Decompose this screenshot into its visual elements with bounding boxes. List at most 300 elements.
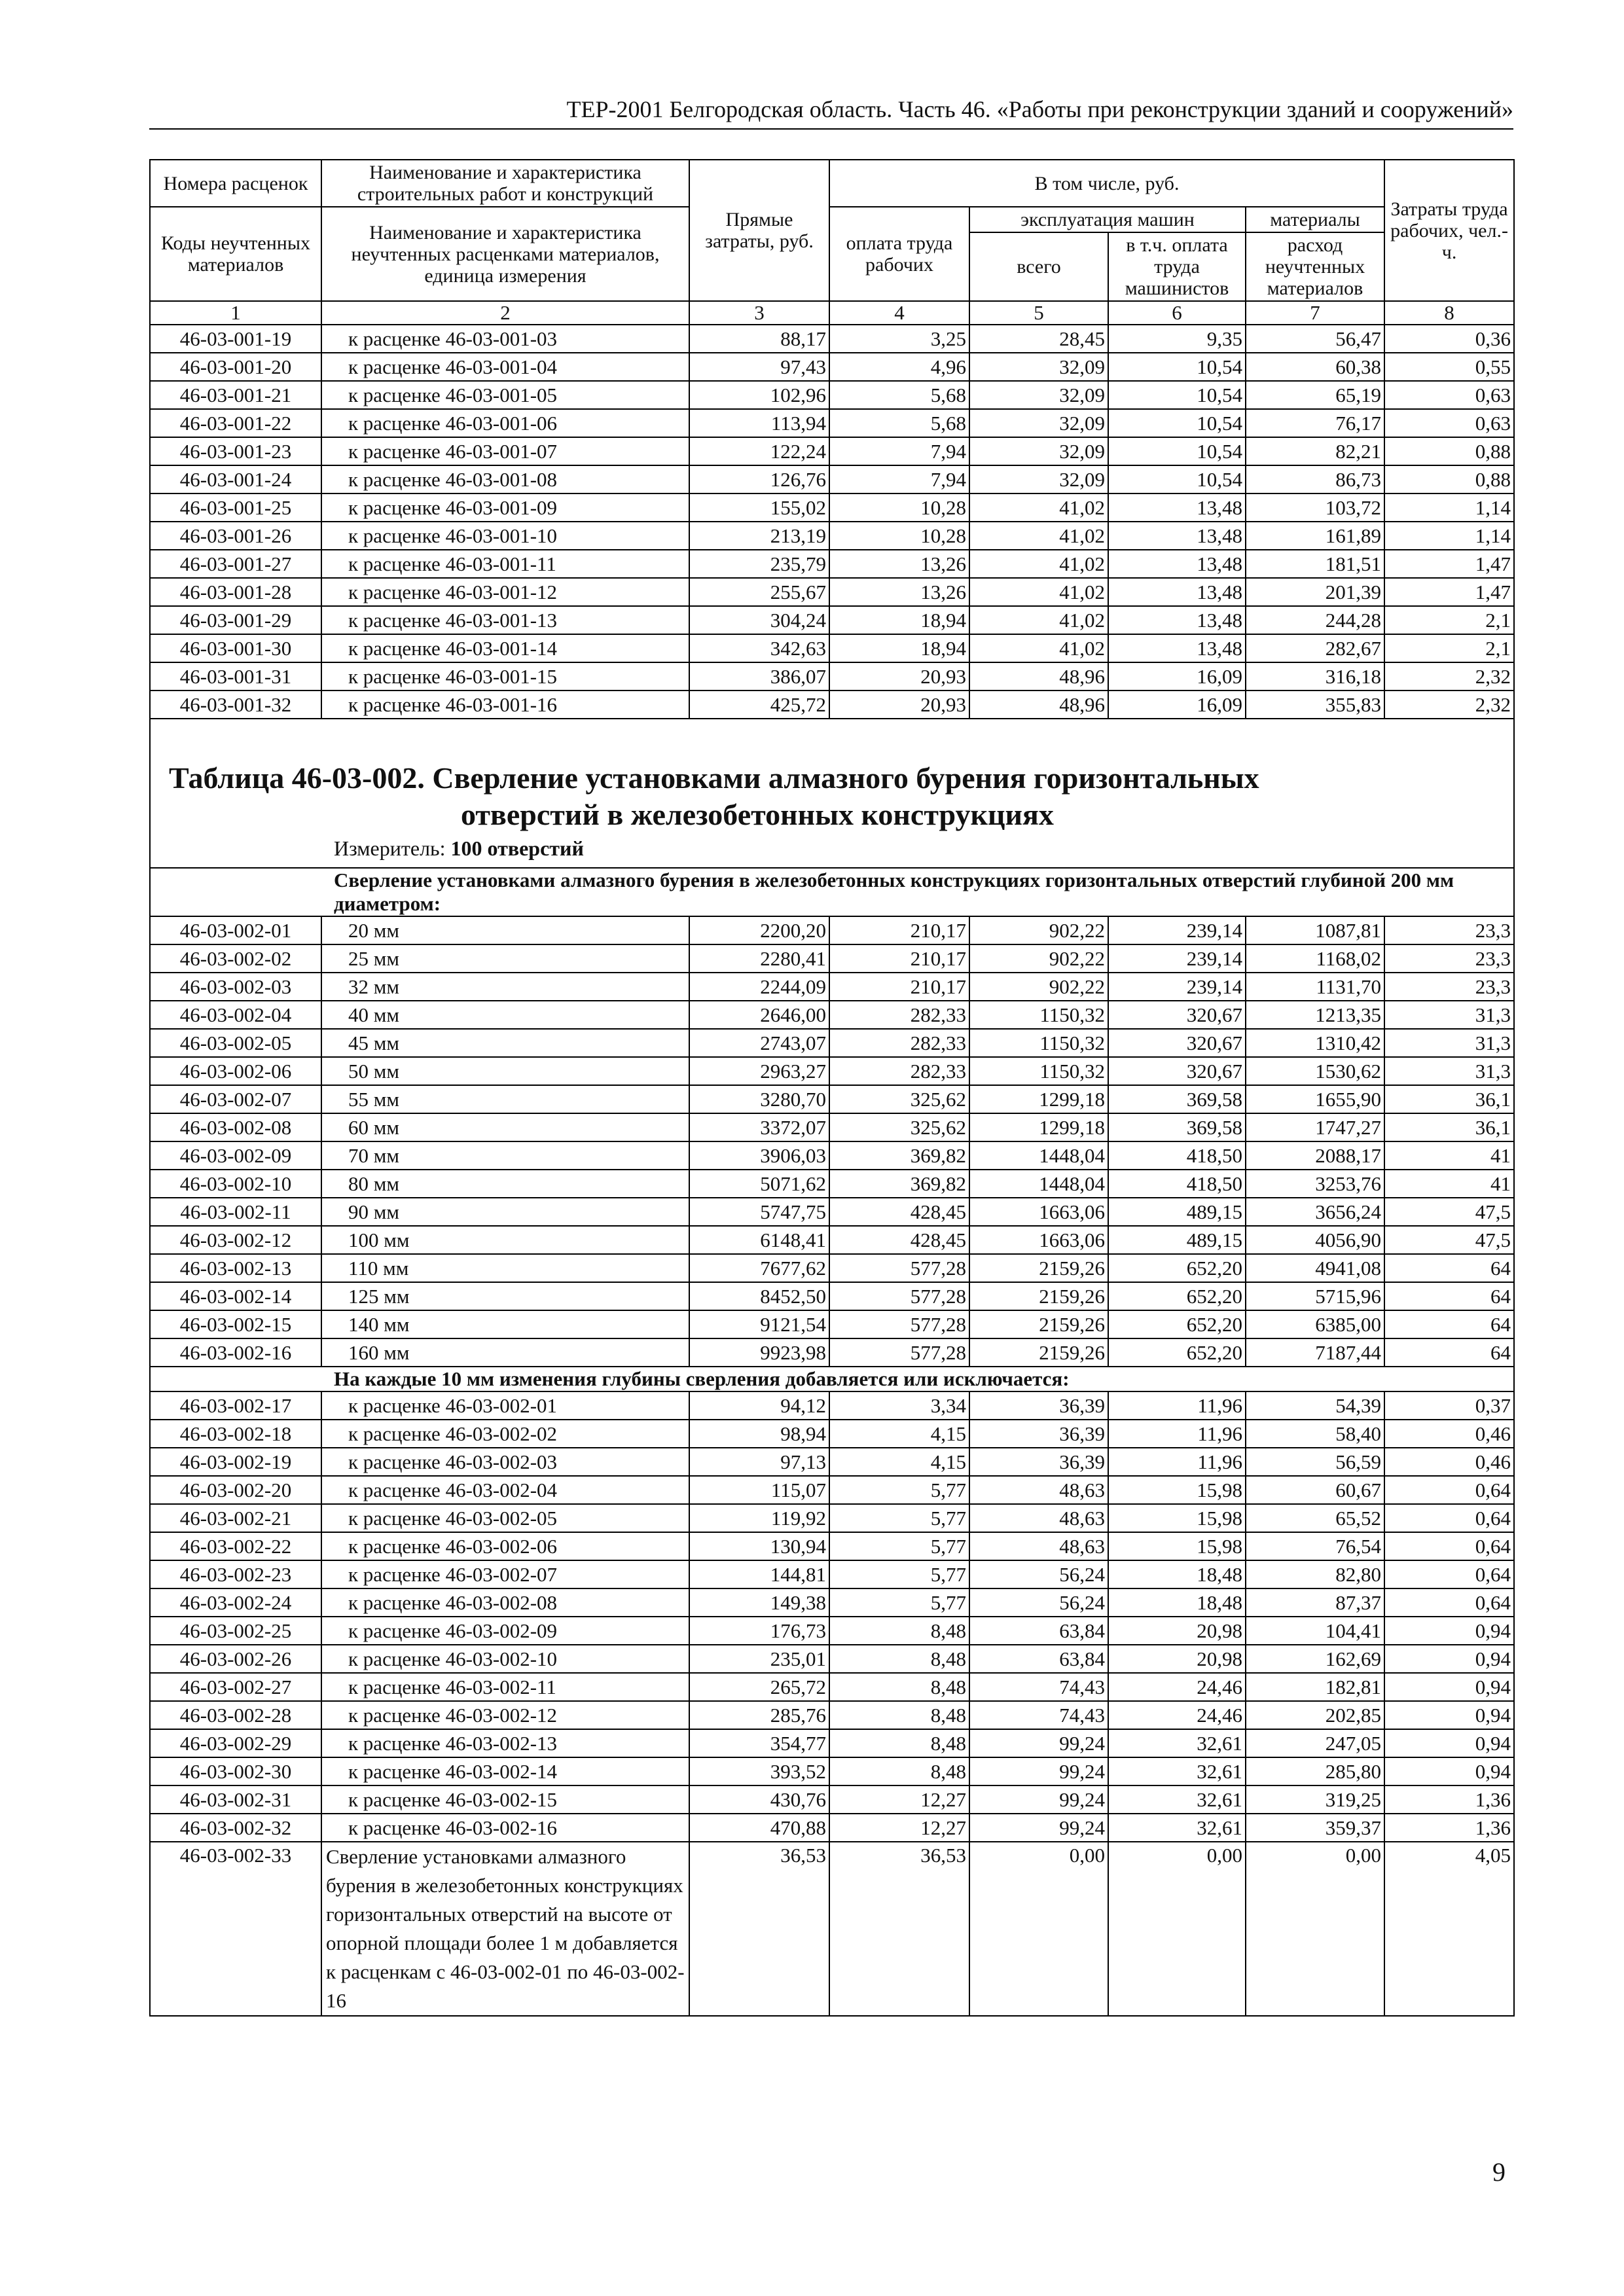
machinists-pay: 15,98	[1108, 1532, 1246, 1560]
machinists-pay: 32,61	[1108, 1729, 1246, 1757]
materials: 355,83	[1246, 691, 1384, 719]
labor-pay: 5,77	[829, 1504, 969, 1532]
labor-pay: 20,93	[829, 691, 969, 719]
table-row	[150, 381, 1514, 409]
direct-costs: 285,76	[689, 1701, 829, 1729]
materials: 76,17	[1246, 409, 1384, 437]
machinists-pay: 24,46	[1108, 1701, 1246, 1729]
machines-total: 41,02	[969, 522, 1108, 550]
rate-code: 46-03-001-19	[150, 325, 321, 353]
rate-code: 46-03-002-27	[150, 1673, 321, 1701]
materials: 6385,00	[1246, 1310, 1384, 1338]
materials: 2088,17	[1246, 1141, 1384, 1170]
labor-hours: 0,63	[1384, 381, 1514, 409]
direct-costs: 3906,03	[689, 1141, 829, 1170]
rate-code: 46-03-001-24	[150, 465, 321, 493]
rate-code: 46-03-002-23	[150, 1560, 321, 1588]
rate-code: 46-03-002-19	[150, 1448, 321, 1476]
work-name: 80 мм	[321, 1170, 689, 1198]
direct-costs: 255,67	[689, 578, 829, 606]
rate-code: 46-03-002-15	[150, 1310, 321, 1338]
table-row	[150, 1785, 1514, 1814]
machinists-pay: 10,54	[1108, 353, 1246, 381]
machines-total: 48,63	[969, 1504, 1108, 1532]
work-name: к расценке 46-03-002-10	[321, 1645, 689, 1673]
machinists-pay: 32,61	[1108, 1785, 1246, 1814]
machines-total: 28,45	[969, 325, 1108, 353]
direct-costs: 6148,41	[689, 1226, 829, 1254]
table-row	[150, 1701, 1514, 1729]
materials: 3253,76	[1246, 1170, 1384, 1198]
direct-costs: 393,52	[689, 1757, 829, 1785]
table-row	[150, 1001, 1514, 1029]
col-number: 1	[150, 301, 321, 325]
materials: 244,28	[1246, 606, 1384, 634]
work-name: 45 мм	[321, 1029, 689, 1057]
labor-hours: 41	[1384, 1170, 1514, 1198]
col-number: 8	[1384, 301, 1514, 325]
table-row	[150, 1391, 1514, 1420]
running-header: ТЕР-2001 Белгородская область. Часть 46. «Работы при реконструкции зданий и сооружений»	[566, 96, 1513, 122]
machines-total: 48,63	[969, 1532, 1108, 1560]
header-row-1	[150, 160, 1514, 207]
machinists-pay: 13,48	[1108, 522, 1246, 550]
table-row	[150, 1588, 1514, 1617]
direct-costs: 144,81	[689, 1560, 829, 1588]
head-materials: материалы	[1246, 207, 1384, 232]
machines-total: 1663,06	[969, 1198, 1108, 1226]
direct-costs: 5071,62	[689, 1170, 829, 1198]
labor-pay: 428,45	[829, 1198, 969, 1226]
machines-total: 902,22	[969, 973, 1108, 1001]
labor-pay: 428,45	[829, 1226, 969, 1254]
labor-pay: 12,27	[829, 1785, 969, 1814]
labor-hours: 0,36	[1384, 325, 1514, 353]
table-row	[150, 1842, 1514, 2016]
machinists-pay: 10,54	[1108, 409, 1246, 437]
machinists-pay: 15,98	[1108, 1504, 1246, 1532]
machinists-pay: 13,48	[1108, 606, 1246, 634]
labor-hours: 2,1	[1384, 606, 1514, 634]
rate-code: 46-03-002-10	[150, 1170, 321, 1198]
direct-costs: 3280,70	[689, 1085, 829, 1113]
labor-hours: 41	[1384, 1141, 1514, 1170]
materials: 86,73	[1246, 465, 1384, 493]
materials: 181,51	[1246, 550, 1384, 578]
machines-total: 902,22	[969, 944, 1108, 973]
machines-total: 1150,32	[969, 1001, 1108, 1029]
table-row	[150, 1226, 1514, 1254]
labor-hours: 0,64	[1384, 1588, 1514, 1617]
direct-costs: 9923,98	[689, 1338, 829, 1367]
work-name: к расценке 46-03-001-07	[321, 437, 689, 465]
materials: 56,59	[1246, 1448, 1384, 1476]
labor-pay: 5,77	[829, 1532, 969, 1560]
table-row	[150, 1617, 1514, 1645]
labor-hours: 0,88	[1384, 465, 1514, 493]
head-machinists: в т.ч. оплата труда машинистов	[1108, 232, 1246, 301]
labor-pay: 369,82	[829, 1141, 969, 1170]
labor-hours: 0,55	[1384, 353, 1514, 381]
materials: 359,37	[1246, 1814, 1384, 1842]
machines-total: 41,02	[969, 550, 1108, 578]
machinists-pay: 418,50	[1108, 1141, 1246, 1170]
direct-costs: 94,12	[689, 1391, 829, 1420]
machinists-pay: 9,35	[1108, 325, 1246, 353]
labor-hours: 64	[1384, 1254, 1514, 1282]
machines-total: 32,09	[969, 465, 1108, 493]
machines-total: 41,02	[969, 634, 1108, 662]
materials: 285,80	[1246, 1757, 1384, 1785]
direct-costs: 265,72	[689, 1673, 829, 1701]
machinists-pay: 10,54	[1108, 381, 1246, 409]
machinists-pay: 652,20	[1108, 1338, 1246, 1367]
work-name: 100 мм	[321, 1226, 689, 1254]
machines-total: 99,24	[969, 1757, 1108, 1785]
table-title-line: отверстий в железобетонных конструкциях	[461, 798, 1054, 831]
machinists-pay: 418,50	[1108, 1170, 1246, 1198]
labor-hours: 0,94	[1384, 1673, 1514, 1701]
work-name: к расценке 46-03-001-06	[321, 409, 689, 437]
machines-total: 32,09	[969, 409, 1108, 437]
head-codes-top: Номера расценок	[150, 160, 321, 207]
machines-total: 74,43	[969, 1673, 1108, 1701]
materials: 319,25	[1246, 1785, 1384, 1814]
table-row	[150, 662, 1514, 691]
materials: 103,72	[1246, 493, 1384, 522]
materials: 76,54	[1246, 1532, 1384, 1560]
machines-total: 1150,32	[969, 1029, 1108, 1057]
work-name: к расценке 46-03-002-11	[321, 1673, 689, 1701]
work-name: к расценке 46-03-002-03	[321, 1448, 689, 1476]
labor-pay: 7,94	[829, 437, 969, 465]
labor-pay: 4,15	[829, 1448, 969, 1476]
table-row	[150, 916, 1514, 944]
rate-code: 46-03-002-04	[150, 1001, 321, 1029]
materials: 104,41	[1246, 1617, 1384, 1645]
direct-costs: 386,07	[689, 662, 829, 691]
table-row	[150, 1757, 1514, 1785]
head-machines: эксплуатация машин	[969, 207, 1246, 232]
labor-pay: 282,33	[829, 1057, 969, 1085]
materials: 60,38	[1246, 353, 1384, 381]
materials: 1747,27	[1246, 1113, 1384, 1141]
materials: 1530,62	[1246, 1057, 1384, 1085]
machines-total: 1150,32	[969, 1057, 1108, 1085]
machines-total: 32,09	[969, 437, 1108, 465]
work-name: к расценке 46-03-001-16	[321, 691, 689, 719]
rates-table-body	[150, 160, 1514, 2016]
machinists-pay: 11,96	[1108, 1448, 1246, 1476]
table-row	[150, 1113, 1514, 1141]
machinists-pay: 239,14	[1108, 973, 1246, 1001]
labor-pay: 282,33	[829, 1001, 969, 1029]
work-name: 20 мм	[321, 916, 689, 944]
machines-total: 32,09	[969, 353, 1108, 381]
labor-hours: 36,1	[1384, 1113, 1514, 1141]
table-row	[150, 1560, 1514, 1588]
labor-pay: 5,68	[829, 381, 969, 409]
labor-hours: 64	[1384, 1282, 1514, 1310]
materials: 182,81	[1246, 1673, 1384, 1701]
section-heading: Сверление установками алмазного бурения в железобетонных конструкциях горизонтальных отверстий глубиной 200 мм диаметром:	[150, 868, 1514, 916]
machines-total: 36,39	[969, 1448, 1108, 1476]
materials: 87,37	[1246, 1588, 1384, 1617]
table-row	[150, 1673, 1514, 1701]
rate-code: 46-03-002-11	[150, 1198, 321, 1226]
direct-costs: 9121,54	[689, 1310, 829, 1338]
machinists-pay: 16,09	[1108, 662, 1246, 691]
labor-pay: 5,77	[829, 1588, 969, 1617]
labor-pay: 325,62	[829, 1113, 969, 1141]
labor-hours: 0,64	[1384, 1504, 1514, 1532]
labor-pay: 4,15	[829, 1420, 969, 1448]
materials: 7187,44	[1246, 1338, 1384, 1367]
section-row	[150, 868, 1514, 916]
table-row	[150, 465, 1514, 493]
labor-hours: 0,94	[1384, 1617, 1514, 1645]
measure-unit	[151, 833, 1513, 867]
labor-pay: 8,48	[829, 1729, 969, 1757]
table-row	[150, 325, 1514, 353]
table-row	[150, 1029, 1514, 1057]
work-name: к расценке 46-03-001-13	[321, 606, 689, 634]
machines-total: 902,22	[969, 916, 1108, 944]
rate-code: 46-03-001-25	[150, 493, 321, 522]
machinists-pay: 489,15	[1108, 1226, 1246, 1254]
labor-pay: 5,68	[829, 409, 969, 437]
machinists-pay: 20,98	[1108, 1617, 1246, 1645]
materials: 58,40	[1246, 1420, 1384, 1448]
materials: 161,89	[1246, 522, 1384, 550]
machines-total: 99,24	[969, 1729, 1108, 1757]
machines-total: 56,24	[969, 1588, 1108, 1617]
rate-code: 46-03-001-31	[150, 662, 321, 691]
materials: 65,19	[1246, 381, 1384, 409]
labor-hours: 47,5	[1384, 1226, 1514, 1254]
rate-code: 46-03-001-32	[150, 691, 321, 719]
labor-hours: 1,14	[1384, 522, 1514, 550]
direct-costs: 3372,07	[689, 1113, 829, 1141]
labor-pay: 210,17	[829, 944, 969, 973]
direct-costs: 8452,50	[689, 1282, 829, 1310]
work-name: 50 мм	[321, 1057, 689, 1085]
materials: 1087,81	[1246, 916, 1384, 944]
machines-total: 74,43	[969, 1701, 1108, 1729]
table-row	[150, 522, 1514, 550]
machinists-pay: 239,14	[1108, 944, 1246, 973]
machinists-pay: 10,54	[1108, 437, 1246, 465]
labor-pay: 12,27	[829, 1814, 969, 1842]
machines-total: 63,84	[969, 1645, 1108, 1673]
machinists-pay: 320,67	[1108, 1057, 1246, 1085]
machinists-pay: 13,48	[1108, 634, 1246, 662]
machinists-pay: 32,61	[1108, 1814, 1246, 1842]
rate-code: 46-03-002-32	[150, 1814, 321, 1842]
rate-code: 46-03-002-16	[150, 1338, 321, 1367]
machinists-pay: 13,48	[1108, 550, 1246, 578]
labor-pay: 5,77	[829, 1476, 969, 1504]
machinists-pay: 239,14	[1108, 916, 1246, 944]
labor-pay: 10,28	[829, 522, 969, 550]
materials: 0,00	[1246, 1842, 1384, 2016]
head-labor-pay: оплата труда рабочих	[829, 207, 969, 301]
table-title-cell	[150, 719, 1514, 868]
table-row	[150, 1141, 1514, 1170]
direct-costs: 470,88	[689, 1814, 829, 1842]
materials: 1213,35	[1246, 1001, 1384, 1029]
table-row	[150, 550, 1514, 578]
materials: 4056,90	[1246, 1226, 1384, 1254]
table-title-line: Таблица 46-03-002. Сверление установками алмазного бурения горизонтальных	[169, 761, 1259, 795]
work-name: к расценке 46-03-002-08	[321, 1588, 689, 1617]
direct-costs: 354,77	[689, 1729, 829, 1757]
direct-costs: 2963,27	[689, 1057, 829, 1085]
labor-pay: 210,17	[829, 916, 969, 944]
table-row	[150, 1814, 1514, 1842]
rate-code: 46-03-001-29	[150, 606, 321, 634]
machinists-pay: 15,98	[1108, 1476, 1246, 1504]
rate-code: 46-03-002-31	[150, 1785, 321, 1814]
labor-hours: 2,32	[1384, 662, 1514, 691]
direct-costs: 102,96	[689, 381, 829, 409]
materials: 1310,42	[1246, 1029, 1384, 1057]
page-number: 9	[1492, 2157, 1506, 2187]
rate-code: 46-03-002-28	[150, 1701, 321, 1729]
direct-costs: 2280,41	[689, 944, 829, 973]
table-row	[150, 493, 1514, 522]
materials: 82,21	[1246, 437, 1384, 465]
section-heading: На каждые 10 мм изменения глубины сверления добавляется или исключается:	[150, 1367, 1514, 1391]
labor-hours: 0,64	[1384, 1532, 1514, 1560]
machinists-pay: 652,20	[1108, 1282, 1246, 1310]
work-name: к расценке 46-03-002-13	[321, 1729, 689, 1757]
labor-hours: 0,94	[1384, 1757, 1514, 1785]
machinists-pay: 320,67	[1108, 1001, 1246, 1029]
work-name: 60 мм	[321, 1113, 689, 1141]
machines-total: 63,84	[969, 1617, 1108, 1645]
table-row	[150, 1198, 1514, 1226]
direct-costs: 2743,07	[689, 1029, 829, 1057]
work-name: 160 мм	[321, 1338, 689, 1367]
table-row	[150, 973, 1514, 1001]
head-name-bottom: Наименование и характеристика неучтенных расценками материалов, единица измерения	[321, 207, 689, 301]
machines-total: 2159,26	[969, 1254, 1108, 1282]
labor-pay: 577,28	[829, 1310, 969, 1338]
work-name: к расценке 46-03-002-07	[321, 1560, 689, 1588]
machinists-pay: 10,54	[1108, 465, 1246, 493]
work-name: к расценке 46-03-001-05	[321, 381, 689, 409]
rate-code: 46-03-002-21	[150, 1504, 321, 1532]
rate-code: 46-03-001-28	[150, 578, 321, 606]
work-name: 125 мм	[321, 1282, 689, 1310]
machinists-pay: 24,46	[1108, 1673, 1246, 1701]
work-name: к расценке 46-03-002-05	[321, 1504, 689, 1532]
work-name: к расценке 46-03-001-04	[321, 353, 689, 381]
machines-total: 36,39	[969, 1420, 1108, 1448]
rate-code: 46-03-002-25	[150, 1617, 321, 1645]
work-name: к расценке 46-03-001-08	[321, 465, 689, 493]
labor-hours: 0,64	[1384, 1476, 1514, 1504]
table-row	[150, 578, 1514, 606]
head-machines-total: всего	[969, 232, 1108, 301]
section-row	[150, 1367, 1514, 1391]
rate-code: 46-03-002-03	[150, 973, 321, 1001]
labor-pay: 7,94	[829, 465, 969, 493]
labor-hours: 0,94	[1384, 1729, 1514, 1757]
labor-pay: 577,28	[829, 1338, 969, 1367]
rate-code: 46-03-002-24	[150, 1588, 321, 1617]
labor-hours: 1,47	[1384, 550, 1514, 578]
labor-pay: 8,48	[829, 1617, 969, 1645]
col-number: 6	[1108, 301, 1246, 325]
materials: 82,80	[1246, 1560, 1384, 1588]
machinists-pay: 13,48	[1108, 493, 1246, 522]
labor-pay: 20,93	[829, 662, 969, 691]
labor-hours: 0,88	[1384, 437, 1514, 465]
rate-code: 46-03-002-01	[150, 916, 321, 944]
labor-pay: 36,53	[829, 1842, 969, 2016]
labor-hours: 23,3	[1384, 944, 1514, 973]
work-name: к расценке 46-03-002-04	[321, 1476, 689, 1504]
direct-costs: 98,94	[689, 1420, 829, 1448]
direct-costs: 130,94	[689, 1532, 829, 1560]
labor-hours: 0,64	[1384, 1560, 1514, 1588]
rate-code: 46-03-002-07	[150, 1085, 321, 1113]
materials: 1168,02	[1246, 944, 1384, 973]
labor-hours: 64	[1384, 1310, 1514, 1338]
table-row	[150, 1170, 1514, 1198]
header-row-2	[150, 207, 1514, 232]
materials: 56,47	[1246, 325, 1384, 353]
direct-costs: 5747,75	[689, 1198, 829, 1226]
head-name-top: Наименование и характеристика строительных работ и конструкций	[321, 160, 689, 207]
labor-hours: 0,46	[1384, 1448, 1514, 1476]
col-number: 5	[969, 301, 1108, 325]
direct-costs: 97,13	[689, 1448, 829, 1476]
materials: 54,39	[1246, 1391, 1384, 1420]
work-name: к расценке 46-03-002-16	[321, 1814, 689, 1842]
rate-code: 46-03-002-14	[150, 1282, 321, 1310]
rate-code: 46-03-002-26	[150, 1645, 321, 1673]
rate-code: 46-03-002-02	[150, 944, 321, 973]
machinists-pay: 0,00	[1108, 1842, 1246, 2016]
direct-costs: 213,19	[689, 522, 829, 550]
table-title-row	[150, 719, 1514, 868]
table-row	[150, 1645, 1514, 1673]
machinists-pay: 32,61	[1108, 1757, 1246, 1785]
machinists-pay: 20,98	[1108, 1645, 1246, 1673]
work-name: к расценке 46-03-001-14	[321, 634, 689, 662]
materials: 5715,96	[1246, 1282, 1384, 1310]
table-row	[150, 1338, 1514, 1367]
labor-pay: 5,77	[829, 1560, 969, 1588]
rate-code: 46-03-002-08	[150, 1113, 321, 1141]
work-name: к расценке 46-03-002-14	[321, 1757, 689, 1785]
labor-hours: 64	[1384, 1338, 1514, 1367]
rate-code: 46-03-001-27	[150, 550, 321, 578]
direct-costs: 2200,20	[689, 916, 829, 944]
machinists-pay: 16,09	[1108, 691, 1246, 719]
rate-code: 46-03-002-09	[150, 1141, 321, 1170]
head-including: В том числе, руб.	[829, 160, 1384, 207]
rates-table	[149, 159, 1515, 2017]
direct-costs: 2244,09	[689, 973, 829, 1001]
work-name: 40 мм	[321, 1001, 689, 1029]
labor-hours: 0,94	[1384, 1645, 1514, 1673]
machinists-pay: 11,96	[1108, 1391, 1246, 1420]
direct-costs: 176,73	[689, 1617, 829, 1645]
